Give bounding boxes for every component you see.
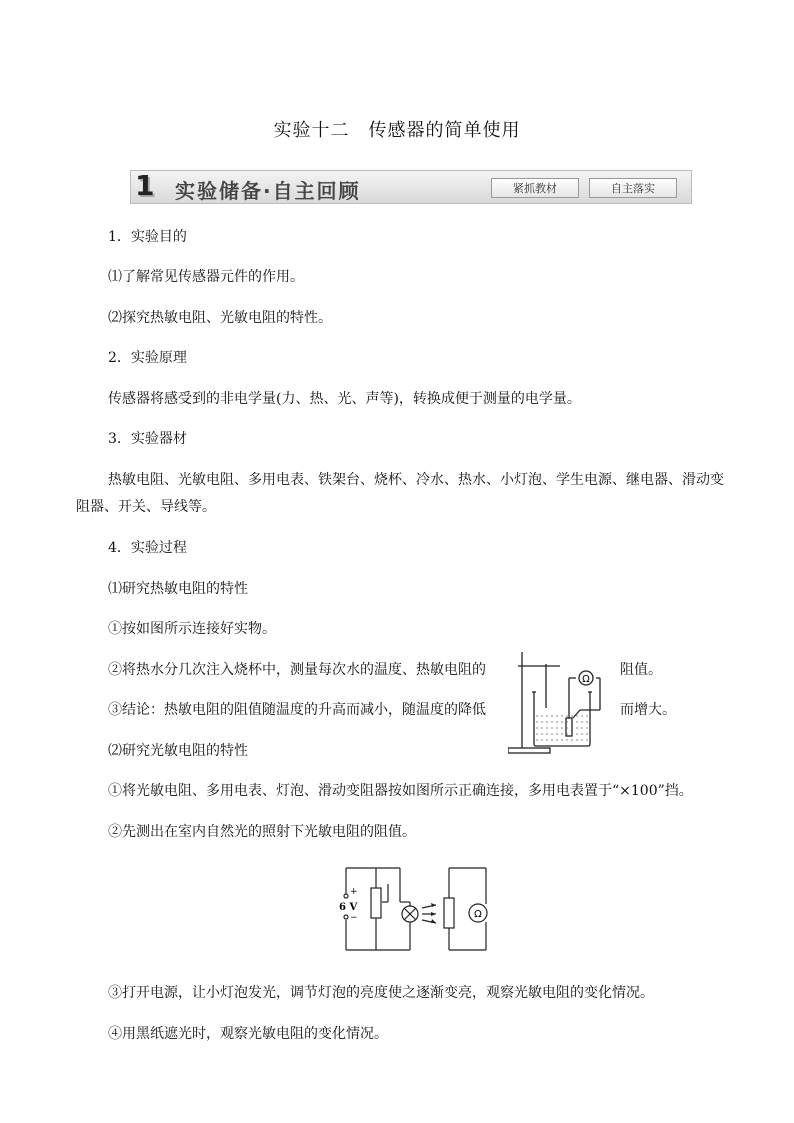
thermistor-step-1: ①按如图所示连接好实物。 [108,621,276,637]
thermistor-step-2-end: 阻值。 [620,662,662,678]
minus-terminal: − [350,913,358,923]
tag-self-study: 自主落实 [589,178,677,198]
thermistor-step-2: ②将热水分几次注入烧杯中，测量每次水的温度、热敏电阻的 [108,662,486,678]
ohmmeter-symbol: Ω [474,909,482,920]
thermistor-apparatus-figure [508,650,620,762]
section-banner [130,170,692,204]
photoresistor-subheading: ⑵研究光敏电阻的特性 [108,743,248,759]
thermistor-subheading: ⑴研究热敏电阻的特性 [108,581,248,597]
heading-purpose: 1．实验目的 [108,229,187,245]
photoresistor-step-2: ②先测出在室内自然光的照射下光敏电阻的阻值。 [108,824,416,840]
photoresistor-step-1: ①将光敏电阻、多用电表、灯泡、滑动变阻器按如图所示正确连接，多用电表置于“×100”挡。 [108,783,693,799]
voltage-label: 6 V [339,902,358,913]
photoresistor-circuit-figure [336,862,496,956]
plus-terminal: + [350,887,358,897]
purpose-item-1: ⑴了解常见传感器元件的作用。 [108,269,304,285]
photoresistor-step-4: ④用黑纸遮光时，观察光敏电阻的变化情况。 [108,1026,388,1042]
principle-text: 传感器将感受到的非电学量(力、热、光、声等)，转换成便于测量的电学量。 [108,391,581,407]
tag-textbook: 紧抓教材 [491,178,579,198]
page-title: 实验十二 传感器的简单使用 [273,120,521,141]
ohmmeter-symbol: Ω [582,674,590,685]
banner-number: 1 [135,169,155,202]
equipment-line-2: 阻器、开关、导线等。 [76,499,216,515]
photoresistor-step-3: ③打开电源，让小灯泡发光，调节灯泡的亮度使之逐渐变亮，观察光敏电阻的变化情况。 [108,985,654,1001]
thermistor-conclusion: ③结论：热敏电阻的阻值随温度的升高而减小，随温度的降低 [108,702,486,718]
banner-heading: 实验储备·自主回顾 [175,179,361,203]
purpose-item-2: ⑵探究热敏电阻、光敏电阻的特性。 [108,310,332,326]
heading-equipment: 3．实验器材 [108,431,187,447]
equipment-line-1: 热敏电阻、光敏电阻、多用电表、铁架台、烧杯、冷水、热水、小灯泡、学生电源、继电器、滑动变 [108,472,724,488]
thermistor-conclusion-end: 而增大。 [620,702,676,718]
heading-procedure: 4．实验过程 [108,540,187,556]
heading-principle: 2．实验原理 [108,350,187,366]
